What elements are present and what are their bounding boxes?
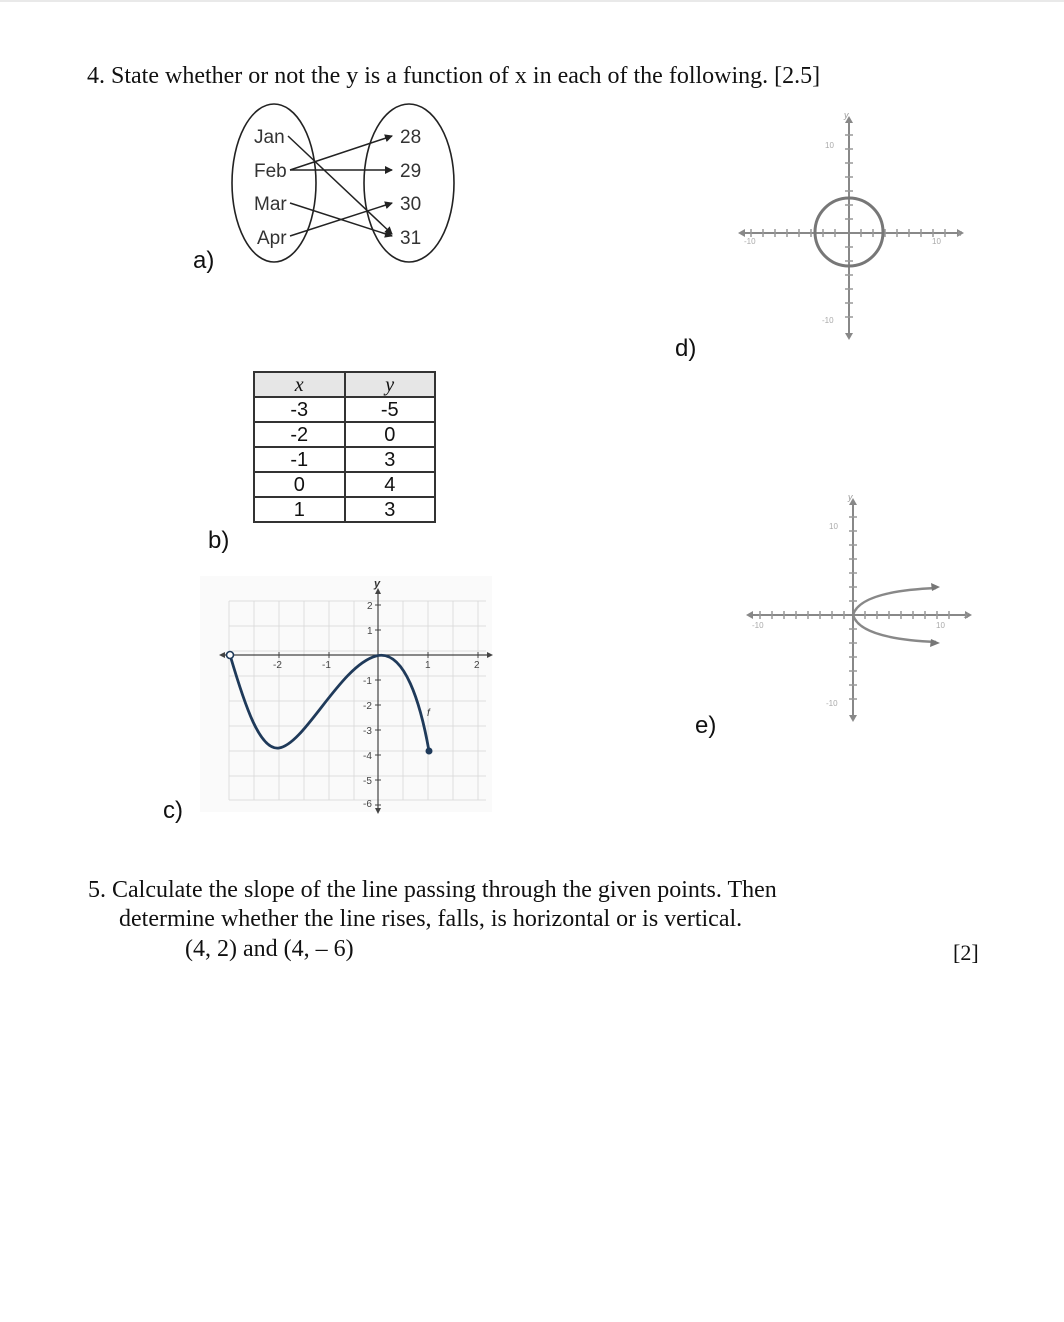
- domain-jan: Jan: [254, 127, 285, 148]
- table-row: 1 3: [254, 497, 435, 522]
- label-b: b): [208, 527, 230, 554]
- label-e: e): [695, 712, 717, 739]
- point-1: (4, 2): [185, 936, 237, 962]
- domain-mar: Mar: [254, 194, 287, 215]
- d-tick-left: -10: [744, 237, 756, 246]
- table-header-x: x: [254, 372, 345, 397]
- c-curve-label: f: [427, 708, 430, 719]
- e-x-label: x: [964, 610, 969, 620]
- e-tick-right: 10: [936, 621, 945, 630]
- c-y-axis-label: y: [374, 578, 381, 590]
- c-xtick-neg1: -1: [322, 660, 331, 671]
- domain-feb: Feb: [254, 161, 287, 182]
- range-29: 29: [400, 161, 422, 182]
- c-ytick-neg2: -2: [363, 701, 372, 712]
- c-xtick-neg2: -2: [273, 660, 282, 671]
- label-c: c): [163, 797, 183, 824]
- c-xtick-2: 2: [474, 660, 480, 671]
- d-tick-bottom: -10: [822, 316, 834, 325]
- question-5-line1: 5. Calculate the slope of the line passing through the given points. Then: [88, 877, 777, 903]
- table-header-row: [254, 372, 435, 397]
- question-4-text: 4. State whether or not the y is a function of x in each of the following. [2.5]: [87, 63, 821, 89]
- e-tick-left: -10: [752, 621, 764, 630]
- domain-apr: Apr: [257, 228, 287, 249]
- d-x-label: x: [957, 228, 962, 238]
- c-ytick-2: 2: [367, 601, 373, 612]
- d-y-label: y: [844, 110, 849, 120]
- table-row: -1 3: [254, 447, 435, 472]
- graph-d-circle: [730, 110, 970, 350]
- graph-e-parabola: [740, 492, 980, 732]
- c-ytick-neg5: -5: [363, 776, 372, 787]
- c-ytick-1: 1: [367, 626, 373, 637]
- table-row: -2 0: [254, 422, 435, 447]
- question-5-points: [185, 936, 354, 963]
- open-endpoint: [227, 652, 234, 659]
- question-5-marks: [2]: [953, 940, 979, 965]
- question-5-line2: determine whether the line rises, falls, is horizontal or is vertical.: [119, 906, 743, 932]
- xy-table: [253, 371, 436, 523]
- c-xtick-1: 1: [425, 660, 431, 671]
- table-header-y: y: [345, 372, 436, 397]
- closed-endpoint: [426, 748, 433, 755]
- e-tick-bottom: -10: [826, 699, 838, 708]
- point-2: (4, – 6): [283, 936, 354, 962]
- c-ytick-neg4: -4: [363, 751, 372, 762]
- label-d: d): [675, 335, 697, 362]
- c-ytick-neg6: -6: [363, 799, 372, 810]
- d-tick-top: 10: [825, 141, 834, 150]
- range-31: 31: [400, 228, 422, 249]
- table-row: 0 4: [254, 472, 435, 497]
- e-tick-top: 10: [829, 522, 838, 531]
- d-tick-right: 10: [932, 237, 941, 246]
- graph-c-function: [200, 576, 500, 816]
- range-28: 28: [400, 127, 422, 148]
- label-a: a): [193, 247, 215, 274]
- top-rule: [0, 0, 1064, 2]
- range-30: 30: [400, 194, 422, 215]
- and-word: and: [242, 936, 278, 962]
- c-ytick-neg3: -3: [363, 726, 372, 737]
- c-ytick-neg1: -1: [363, 676, 372, 687]
- e-y-label: y: [848, 492, 853, 502]
- table-row: -3 -5: [254, 397, 435, 422]
- mapping-diagram: [228, 102, 458, 262]
